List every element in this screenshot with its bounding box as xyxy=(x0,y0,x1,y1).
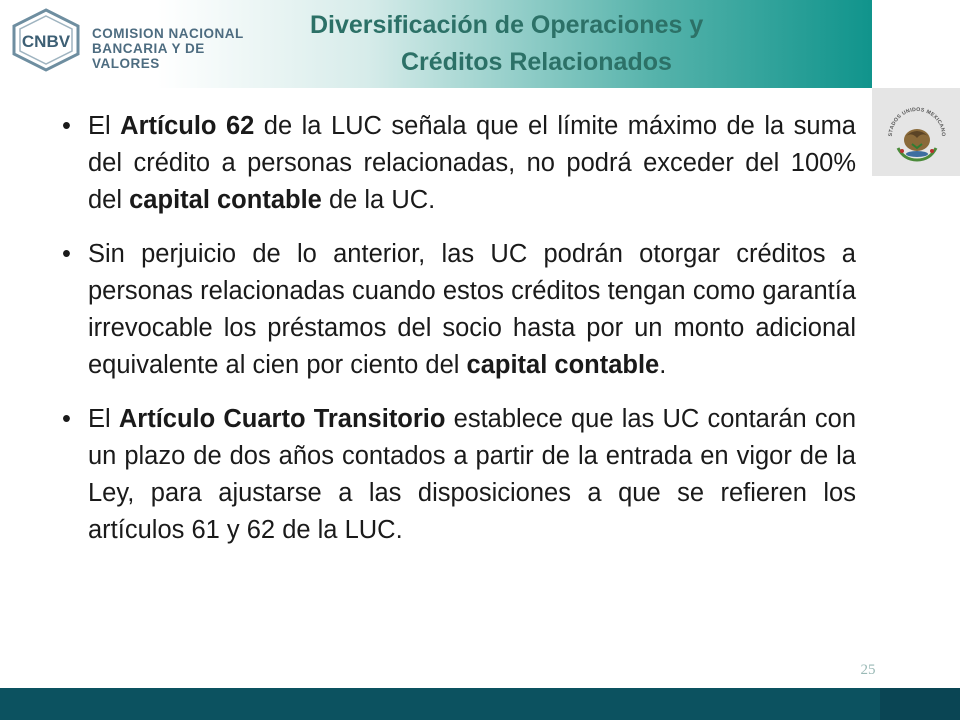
title-line1: Diversificación de Operaciones y xyxy=(310,11,704,39)
mexican-coat-of-arms-icon xyxy=(884,96,950,168)
logo-name-line2: BANCARIA Y DE VALORES xyxy=(92,41,205,71)
bullet-bold-text: capital contable xyxy=(129,186,322,214)
logo-name-line1: COMISION NACIONAL xyxy=(92,26,244,41)
bullet-text: . xyxy=(659,351,667,379)
slide-content xyxy=(62,108,856,566)
bullet-text: de la UC. xyxy=(321,186,436,214)
bullet-item xyxy=(62,236,856,384)
title-line2: Créditos Relacionados xyxy=(401,48,672,76)
bullet-text: El xyxy=(88,405,119,433)
logo-name xyxy=(92,26,250,71)
bullet-text: establece que las UC contarán con un plazo de dos años contados a partir de la entrada en vigor de la Ley, para ajustarse a las disposiciones a que se refieren los artículos 61 y 62 de la LUC. xyxy=(88,405,856,544)
page-number: 25 xyxy=(860,662,876,678)
cnbv-logo xyxy=(10,8,250,72)
bullet-text: Sin perjuicio de lo anterior, las UC podrán otorgar créditos a personas relacionadas cuando estos créditos tengan como garantía irrevocable los préstamos del socio hasta por un monto adicional equivalente al cien por ciento del xyxy=(88,240,856,379)
bullet-bold-text: Artículo 62 xyxy=(120,112,255,140)
cnbv-emblem-icon xyxy=(10,8,82,72)
seal-text: STADOS UNIDOS MEXICANO xyxy=(887,106,947,137)
bullet-bold-text: Artículo Cuarto Transitorio xyxy=(118,405,446,433)
logo-abbr: CNBV xyxy=(21,32,71,51)
bullet-item xyxy=(62,108,856,219)
footer-corner xyxy=(880,688,960,720)
bullet-bold-text: capital contable xyxy=(466,351,660,379)
bullet-item xyxy=(62,401,856,549)
footer-bar xyxy=(0,688,960,720)
bullet-text: de la LUC señala que el límite máximo de la suma del crédito a personas relacionadas, no podrá exceder del 100% del xyxy=(88,112,856,214)
bullet-text: El xyxy=(88,112,121,140)
seal-panel xyxy=(872,88,960,176)
page-title xyxy=(260,7,860,81)
